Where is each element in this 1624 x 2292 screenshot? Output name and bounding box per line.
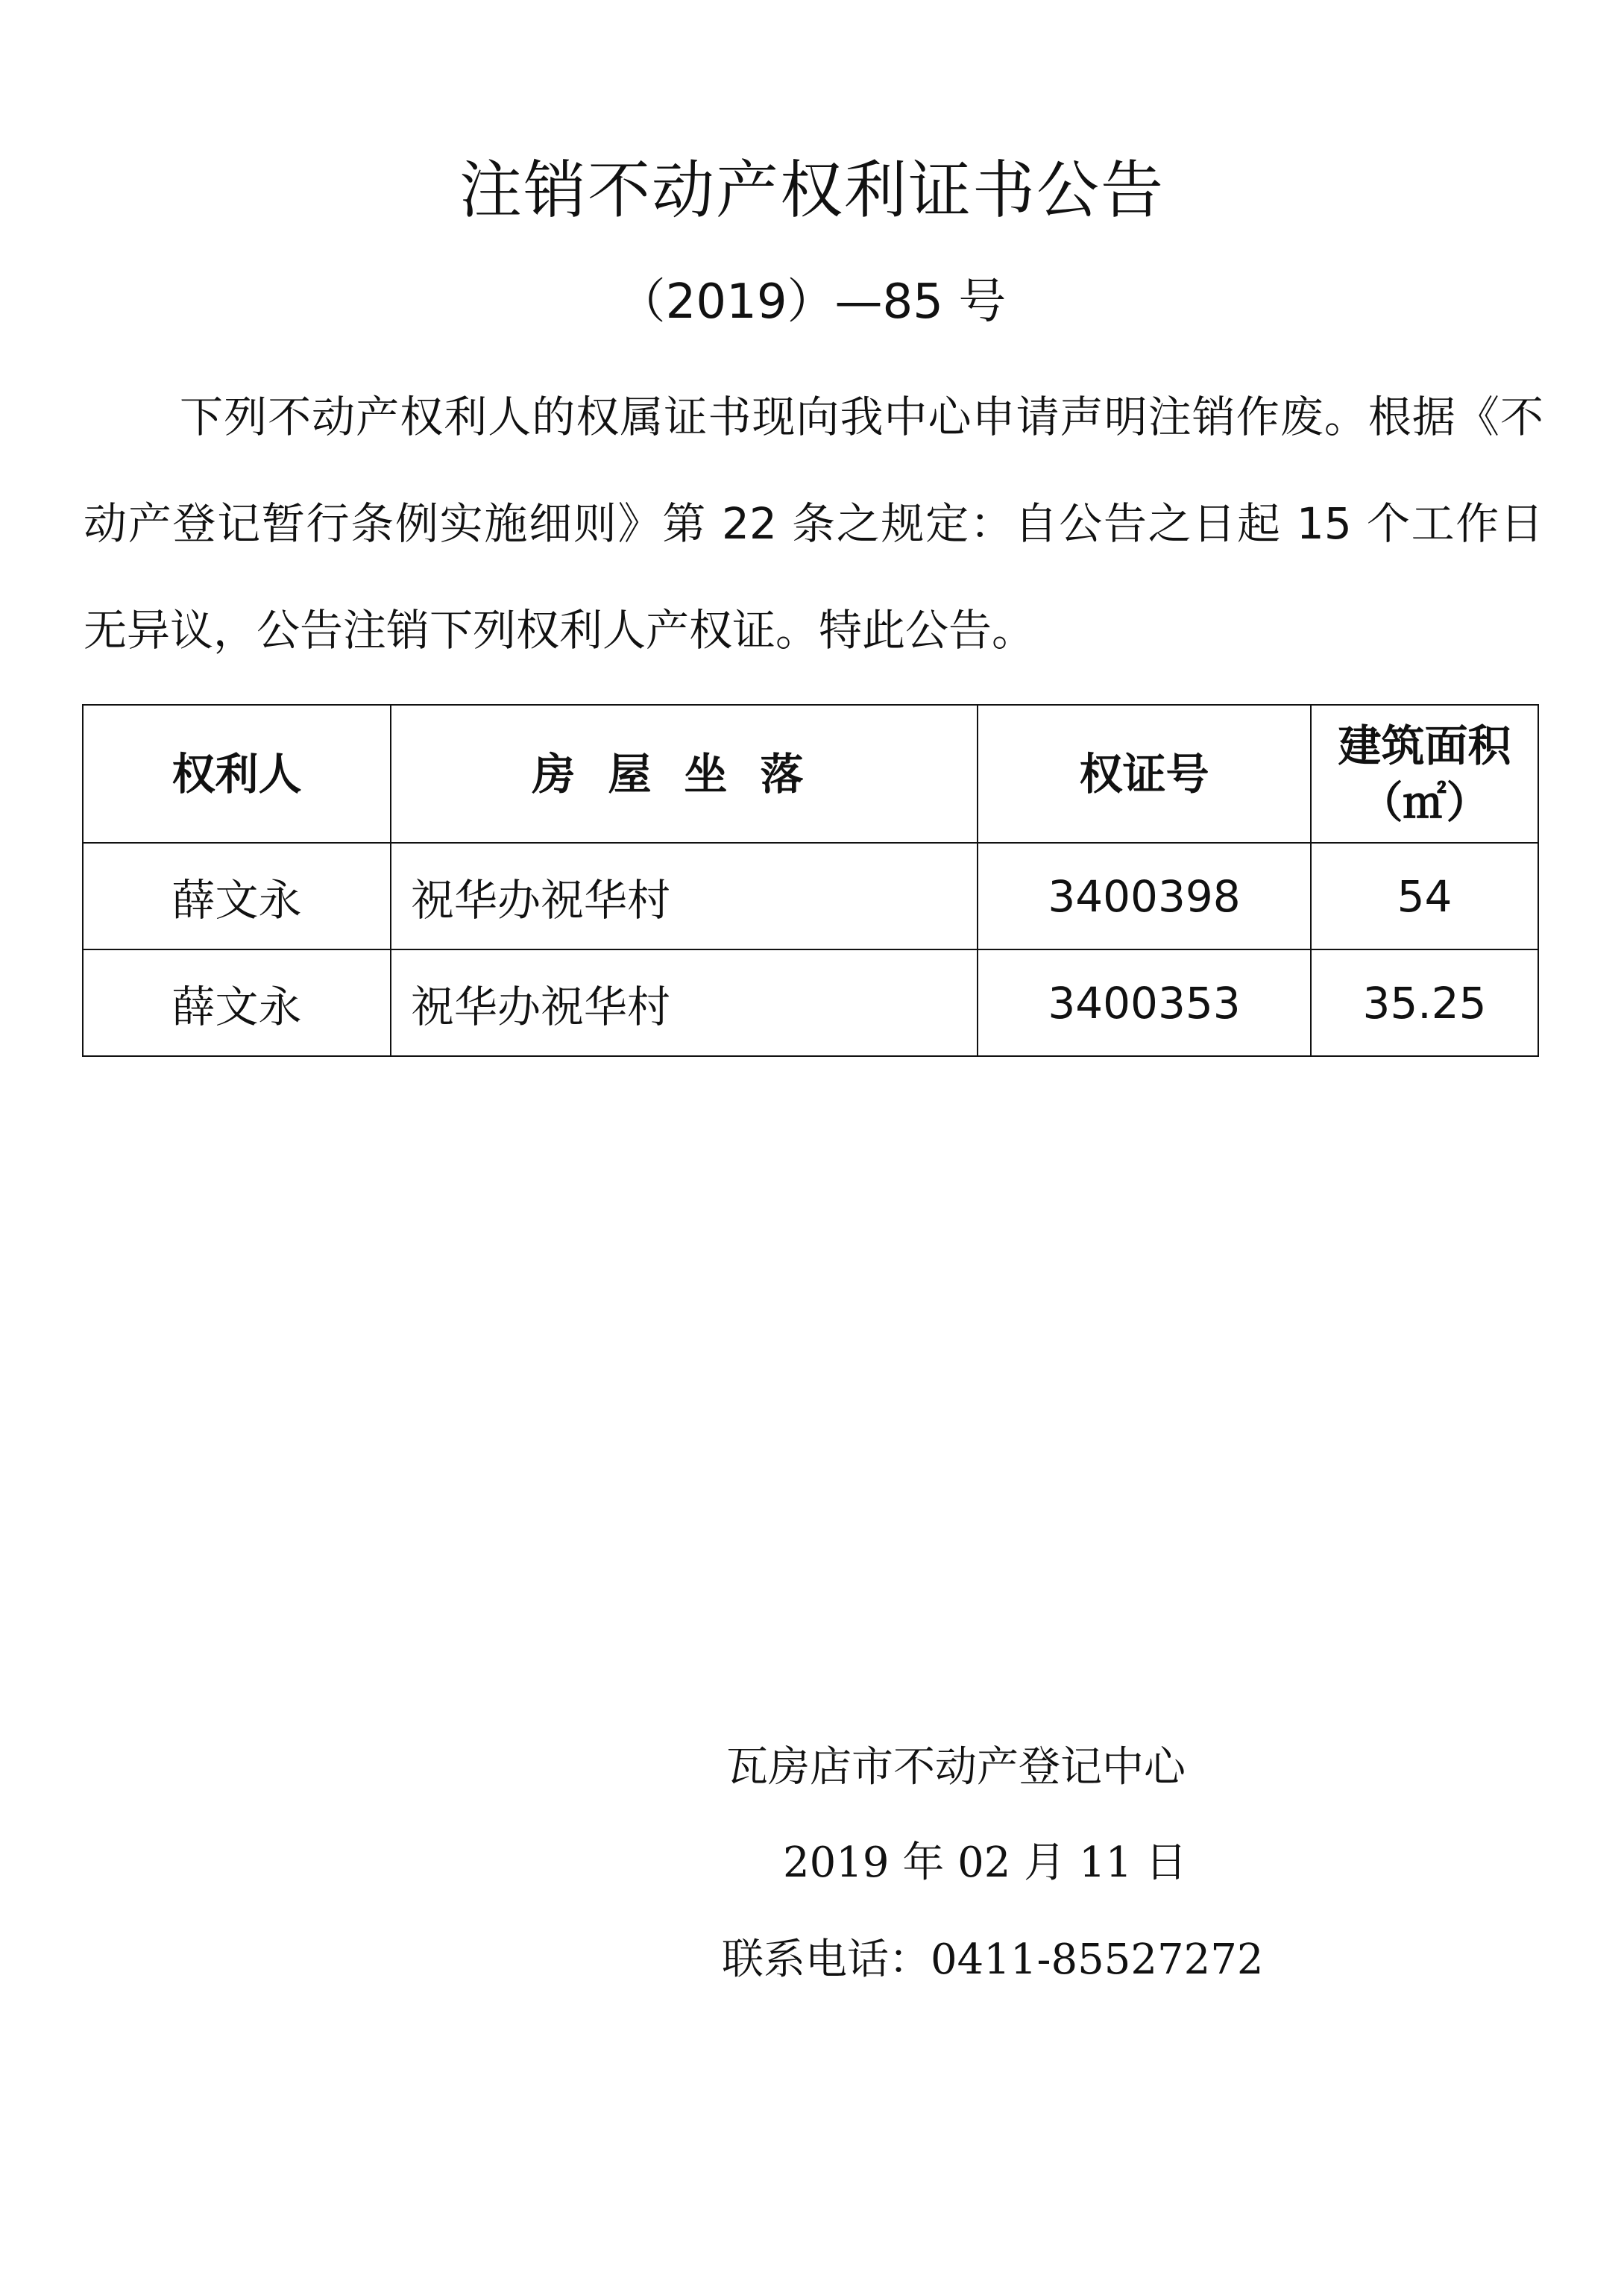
cell-location: 祝华办祝华村	[391, 843, 978, 949]
cancellation-table	[82, 704, 1539, 1057]
notice-title: 注销不动产权利证书公告	[459, 154, 1165, 227]
notice-paragraph	[84, 364, 1543, 684]
notice-number: （2019）—85 号	[617, 274, 1007, 330]
cell-cert-no: 3400398	[978, 843, 1311, 949]
cell-area: 35.25	[1311, 949, 1538, 1056]
cell-owner: 薛文永	[83, 949, 391, 1056]
cell-area: 54	[1311, 843, 1538, 949]
header-area-line2: （㎡）	[1359, 776, 1490, 828]
header-cert-no: 权证号	[978, 705, 1311, 843]
header-location	[391, 705, 978, 843]
cell-location: 祝华办祝华村	[391, 949, 978, 1056]
cell-owner: 薛文永	[83, 843, 391, 949]
issue-date: 2019 年 02 月 11 日	[783, 1839, 1188, 1887]
table-row	[83, 843, 1538, 949]
notice-paragraph-text: 下列不动产权利人的权属证书现向我中心申请声明注销作废。根据《不动产登记暂行条例实施细则》第 22 条之规定：自公告之日起 15 个工作日无异议，公告注销下列权利人产权证。特此公告。	[84, 392, 1543, 656]
contact-phone: 联系电话：0411-85527272	[722, 1935, 1264, 1984]
header-owner: 权利人	[83, 705, 391, 843]
table-row	[83, 949, 1538, 1056]
table-header-row	[83, 705, 1538, 843]
header-location-label: 房屋坐落	[532, 748, 837, 800]
header-area-line1: 建筑面积	[1338, 720, 1511, 771]
cell-cert-no: 3400353	[978, 949, 1311, 1056]
header-area	[1311, 705, 1538, 843]
issuing-organization: 瓦房店市不动产登记中心	[726, 1743, 1186, 1792]
